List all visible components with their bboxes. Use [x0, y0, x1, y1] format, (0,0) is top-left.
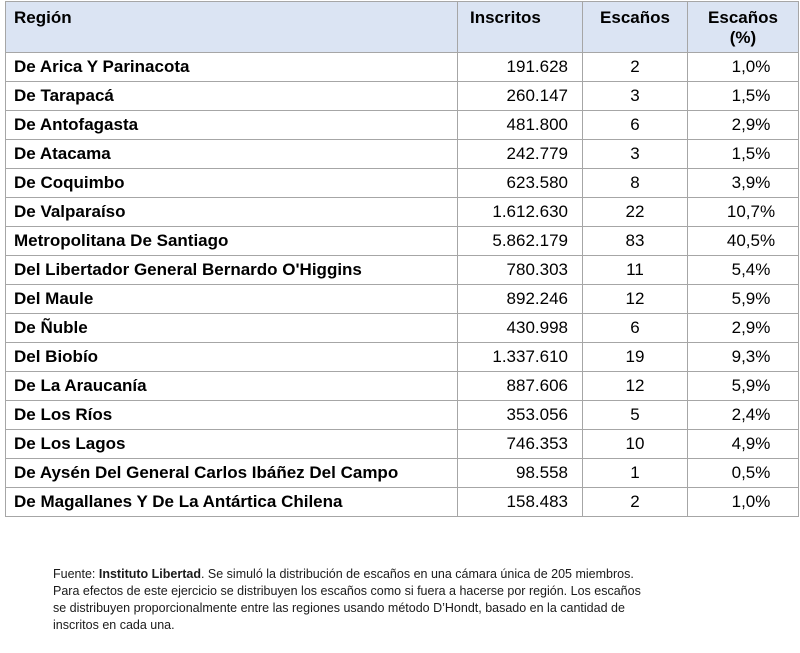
cell-inscritos: 353.056 [458, 401, 583, 430]
cell-inscritos: 158.483 [458, 488, 583, 517]
table-row [6, 488, 799, 517]
cell-escanos-pct: 2,9% [688, 314, 799, 343]
cell-inscritos: 481.800 [458, 111, 583, 140]
table-row [6, 169, 799, 198]
table-row [6, 53, 799, 82]
cell-inscritos: 780.303 [458, 256, 583, 285]
footnote-source: Instituto Libertad [98, 567, 201, 581]
cell-escanos-pct: 2,9% [688, 111, 799, 140]
header-inscritos: Inscritos [458, 2, 583, 53]
footnote [53, 566, 653, 634]
cell-inscritos: 430.998 [458, 314, 583, 343]
table-row [6, 372, 799, 401]
table-row [6, 401, 799, 430]
cell-region: De Magallanes Y De La Antártica Chilena [6, 488, 458, 517]
header-escanos: Escaños [583, 2, 688, 53]
cell-inscritos: 191.628 [458, 53, 583, 82]
cell-region: De Valparaíso [6, 198, 458, 227]
cell-escanos-pct: 1,5% [688, 82, 799, 111]
cell-inscritos: 5.862.179 [458, 227, 583, 256]
table-row [6, 285, 799, 314]
table-row [6, 430, 799, 459]
cell-escanos: 11 [583, 256, 688, 285]
header-escanos-pct [688, 2, 799, 53]
cell-escanos: 12 [583, 285, 688, 314]
cell-inscritos: 242.779 [458, 140, 583, 169]
cell-region: Del Biobío [6, 343, 458, 372]
cell-escanos: 3 [583, 82, 688, 111]
cell-region: De Antofagasta [6, 111, 458, 140]
cell-escanos-pct: 40,5% [688, 227, 799, 256]
cell-escanos: 6 [583, 314, 688, 343]
cell-escanos-pct: 1,0% [688, 488, 799, 517]
cell-inscritos: 892.246 [458, 285, 583, 314]
cell-escanos-pct: 0,5% [688, 459, 799, 488]
cell-region: De Arica Y Parinacota [6, 53, 458, 82]
cell-region: Metropolitana De Santiago [6, 227, 458, 256]
header-row [6, 2, 799, 53]
cell-region: Del Libertador General Bernardo O'Higgins [6, 256, 458, 285]
cell-inscritos: 98.558 [458, 459, 583, 488]
cell-region: De Los Ríos [6, 401, 458, 430]
cell-region: De Los Lagos [6, 430, 458, 459]
cell-escanos-pct: 5,9% [688, 285, 799, 314]
cell-region: De Ñuble [6, 314, 458, 343]
table-header [6, 2, 799, 53]
cell-escanos: 1 [583, 459, 688, 488]
table-row [6, 82, 799, 111]
table-row [6, 343, 799, 372]
cell-inscritos: 746.353 [458, 430, 583, 459]
cell-escanos-pct: 3,9% [688, 169, 799, 198]
header-region: Región [6, 2, 458, 53]
cell-region: Del Maule [6, 285, 458, 314]
cell-escanos: 10 [583, 430, 688, 459]
cell-escanos-pct: 5,9% [688, 372, 799, 401]
cell-region: De La Araucanía [6, 372, 458, 401]
cell-escanos: 12 [583, 372, 688, 401]
cell-escanos-pct: 9,3% [688, 343, 799, 372]
cell-inscritos: 1.612.630 [458, 198, 583, 227]
cell-escanos-pct: 4,9% [688, 430, 799, 459]
cell-escanos-pct: 1,0% [688, 53, 799, 82]
cell-escanos: 83 [583, 227, 688, 256]
table-row [6, 227, 799, 256]
cell-escanos-pct: 5,4% [688, 256, 799, 285]
table-row [6, 198, 799, 227]
cell-inscritos: 260.147 [458, 82, 583, 111]
table-row [6, 256, 799, 285]
header-escanos-pct-line2: (%) [729, 28, 757, 47]
table-row [6, 459, 799, 488]
table-body [6, 53, 799, 517]
cell-escanos-pct: 2,4% [688, 401, 799, 430]
cell-escanos: 5 [583, 401, 688, 430]
cell-escanos: 2 [583, 488, 688, 517]
cell-escanos: 8 [583, 169, 688, 198]
cell-escanos: 2 [583, 53, 688, 82]
cell-inscritos: 623.580 [458, 169, 583, 198]
cell-escanos: 6 [583, 111, 688, 140]
cell-escanos: 3 [583, 140, 688, 169]
footnote-text: . Se simuló la distribución de escaños en una cámara única de 205 miembros. Para efectos de este ejercicio se distribuyen los escaños como si fuera a hacerse por región. Los escaños se distribuyen proporcionalmente entre las regiones usando método D’Hondt, basado en la cantidad de inscritos en cada una. [53, 567, 641, 632]
table-row [6, 111, 799, 140]
cell-region: De Atacama [6, 140, 458, 169]
cell-region: De Aysén Del General Carlos Ibáñez Del Campo [6, 459, 458, 488]
cell-region: De Tarapacá [6, 82, 458, 111]
cell-inscritos: 887.606 [458, 372, 583, 401]
cell-escanos: 19 [583, 343, 688, 372]
table-row [6, 314, 799, 343]
cell-escanos-pct: 1,5% [688, 140, 799, 169]
table-row [6, 140, 799, 169]
header-escanos-pct-line1: Escaños [708, 8, 778, 27]
cell-region: De Coquimbo [6, 169, 458, 198]
seats-table [5, 1, 799, 517]
cell-escanos-pct: 10,7% [688, 198, 799, 227]
footnote-prefix: Fuente: [53, 567, 99, 581]
cell-escanos: 22 [583, 198, 688, 227]
cell-inscritos: 1.337.610 [458, 343, 583, 372]
